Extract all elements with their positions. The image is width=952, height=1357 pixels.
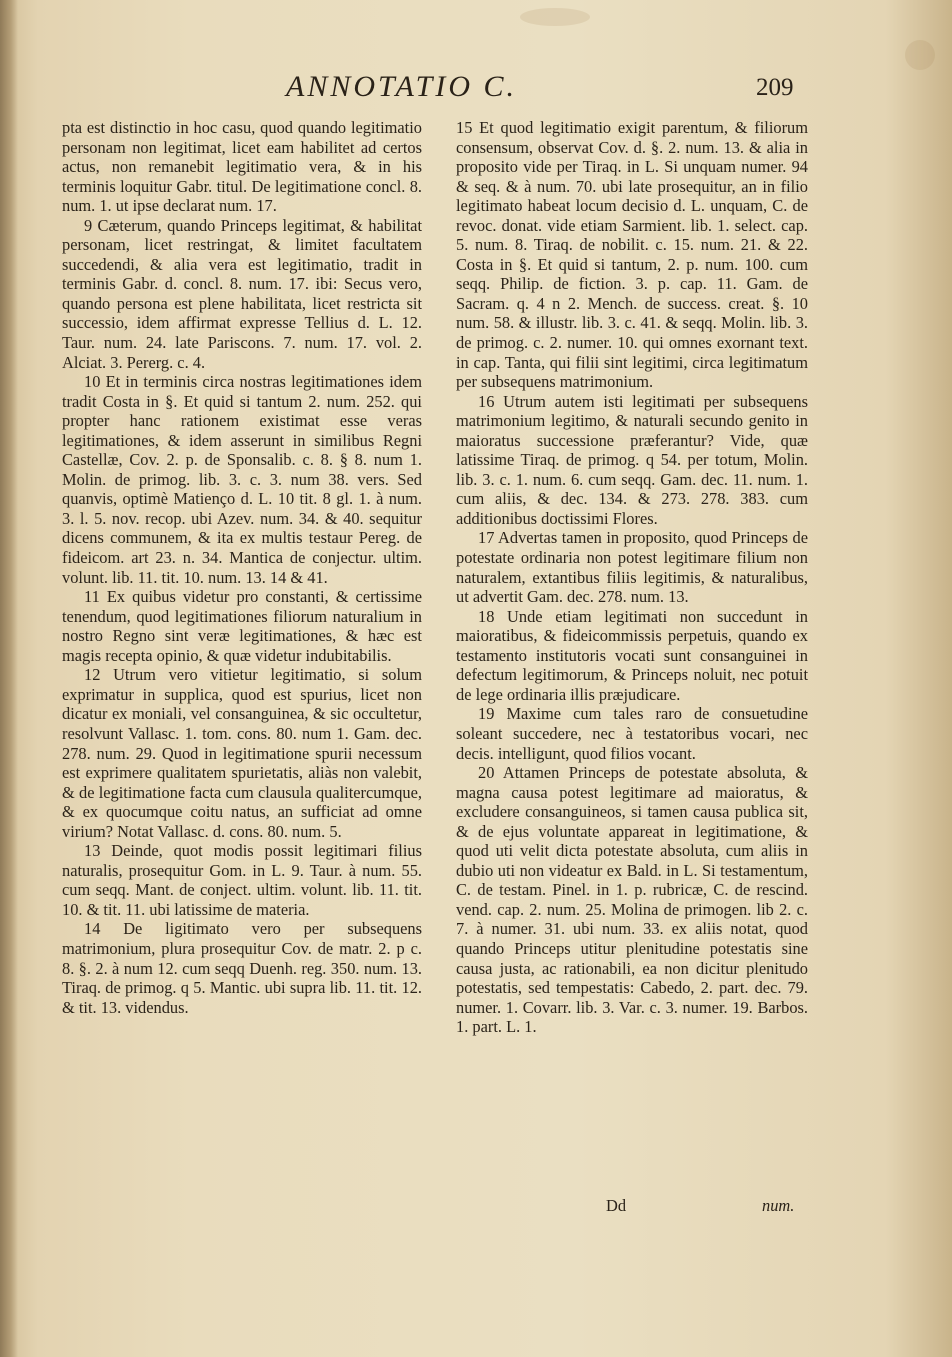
running-title: ANNOTATIO C. <box>286 70 518 103</box>
paragraph-continuation: pta est distinctio in hoc casu, quod quando legitimatio personam non legitimat, licet eam habilitet ad certos actus, non remanebit legitimatio vera, & in his terminis loquitur Gabr. titul. De legitimatione concl. 8. num. 1. ut ipse declarat num. 17. <box>62 118 422 216</box>
paragraph-19: 19 Maxime cum tales raro de consuetudine soleant succedere, nec à testatoribus vocari, nec decis. intelligunt, quod filios vocant. <box>456 704 808 763</box>
signature-mark: Dd <box>606 1196 627 1215</box>
paragraph-15: 15 Et quod legitimatio exigit parentum, & filiorum consensum, observat Cov. d. §. 2. num. 13. & alia in proposito vide per Tiraq. in L. Si unquam numer. 94 & seq. & à num. 70. ubi late prosequitur, an in filio legitimato habeat locum decisio d. L. unquam, C. de revoc. donat. vide etiam Sarmient. lib. 1. select. cap. 5. num. 8. Tiraq. de nobilit. c. 15. num. 21. & 22. Costa in §. Et quid si tantum, 2. p. num. 100. cum seqq. Philip. de fiction. 3. p. cap. 11. Gam. de Sacram. q. 4 n 2. Mench. de success. creat. §. 10 num. 58. & illustr. lib. 3. c. 41. & seqq. Molin. lib. 3. de primog. c. 2. numer. 10. qui omnes exornant text. in cap. Tanta, qui filii sint legitimi, circa legitimatum per subsequens matrimonium. <box>456 118 808 392</box>
paragraph-9: 9 Cæterum, quando Princeps legitimat, & habilitat personam, licet restringat, & limitet facultatem succedendi, & alia vera est legitimatio, tradit in terminis Gabr. d. concl. 8. num. 17. ibi: Secus vero, quando persona est plene habilitata, licet restricta sit successio, idem affirmat expresse Tellius d. L. 12. Taur. num. 24. late Pariscons. 7. num. 17. vol. 2. Alciat. 3. Pererg. c. 4. <box>62 215 422 372</box>
paragraph-10: 10 Et in terminis circa nostras legitimationes idem tradit Costa in §. Et quid si tantum 2. num. 252. qui propter hanc rationem existimat esse veras legitimationes, & idem asserunt in similibus Regni Castellæ, Cov. 2. p. de Sponsalib. c. 8. § 8. num 1. Molin. de primog. lib. 3. c. 3. num 38. vers. Sed quanvis, optimè Matienço d. L. 10 tit. 8 gl. 1. à num. 3. l. 5. nov. recop. ubi Azev. num. 34. & 40. sequitur dicens communem, & ita ex multis testaur Pereg. de fideicom. art 23. n. 34. Mantica de conjectur. ultim. volunt. lib. 11. tit. 10. num. 13. 14 & 41. <box>62 372 422 587</box>
page-number: 209 <box>756 74 794 101</box>
catchword: num. <box>762 1196 795 1215</box>
paragraph-18: 18 Unde etiam legitimati non succedunt in maioratibus, & fideicommissis perpetuis, quando ex testamento institutoris vocati sunt consanguinei in defectum legitimorum, & Princeps noluit, nec potuit de lege ordinaria illis præjudicare. <box>456 606 808 704</box>
paragraph-20: 20 Attamen Princeps de potestate absoluta, & magna causa potest legitimare ad maioratus, & excludere consanguineos, si tamen causa publica sit, & de ejus voluntate appareat in legitimatione, & quod uti velit dicta potestate absoluta, cum aliis in dubio uti non videatur ex Bald. in L. Si testamentum, C. de testam. Pinel. in 1. p. rubricæ, C. de rescind. vend. cap. 2. num. 25. Molina de primogen. lib 2. c. 7. à numer. 31. ubi num. 33. ex aliis notat, quod quando Princeps utitur plenitudine potestatis sine causa justa, ac rationabili, ea non dicitur plenitudo potestatis, sed tempestatis: Cabedo, 2. part. dec. 79. numer. 1. Covarr. lib. 3. Var. c. 3. numer. 19. Barbos. 1. part. L. 1. <box>456 763 808 1037</box>
paragraph-14: 14 De ligitimato vero per subsequens matrimonium, plura prosequitur Cov. de matr. 2. p c. 8. §. 2. à num 12. cum seqq Duenh. reg. 350. num. 13. Tiraq. de primog. q 5. Mantic. ubi supra lib. 11. tit. 12. & tit. 13. videndus. <box>62 919 422 1017</box>
left-column <box>62 118 422 1017</box>
paragraph-12: 12 Utrum vero vitietur legitimatio, si solum exprimatur in supplica, quod est spurius, licet non dicatur ex moniali, vel consanguinea, & sic occultetur, resolvunt Vallasc. 1. tom. cons. 80. num 1. Gam. dec. 278. num. 29. Quod in legitimatione spurii necessum est exprimere qualitatem spurietatis, aliàs non valebit, & de legitimatione facta cum clausula qualitercumque, & ex quocumque coitu natus, an sufficiat ad omne virium? Notat Vallasc. d. cons. 80. num. 5. <box>62 665 422 841</box>
paper-stain <box>905 40 935 70</box>
right-column <box>456 118 808 1037</box>
paragraph-17: 17 Advertas tamen in proposito, quod Princeps de potestate ordinaria non potest legitimare filium non naturalem, extantibus filiis legitimis, & naturalibus, ut advertit Gam. dec. 278. num. 13. <box>456 528 808 607</box>
paragraph-13: 13 Deinde, quot modis possit legitimari filius naturalis, prosequitur Gom. in L. 9. Taur. à num. 55. cum seqq. Mant. de conject. ultim. volunt. lib. 11. tit. 10. & tit. 11. ubi latissime de materia. <box>62 841 422 919</box>
page-gutter <box>0 0 18 1357</box>
page-header <box>0 68 952 108</box>
paragraph-16: 16 Utrum autem isti legitimati per subsequens matrimonium legitimo, & naturali secundo genito in maioratus successione præferantur? Vide, quæ latissime Tiraq. de primog. q 54. per totum, Molin. lib. 3. c. 1. num. 6. cum seqq. Gam. dec. 11. num. 1. cum aliis, & dec. 134. & 273. 278. 383. cum additionibus doctissimi Flores. <box>456 391 808 528</box>
paragraph-11: 11 Ex quibus videtur pro constanti, & certissime tenendum, quod legitimationes filiorum naturalium in nostro Regno sint veræ legitimationes, & hæc est magis recepta opinio, & quæ videtur indubitabilis. <box>62 587 422 665</box>
paper-stain <box>520 8 590 26</box>
